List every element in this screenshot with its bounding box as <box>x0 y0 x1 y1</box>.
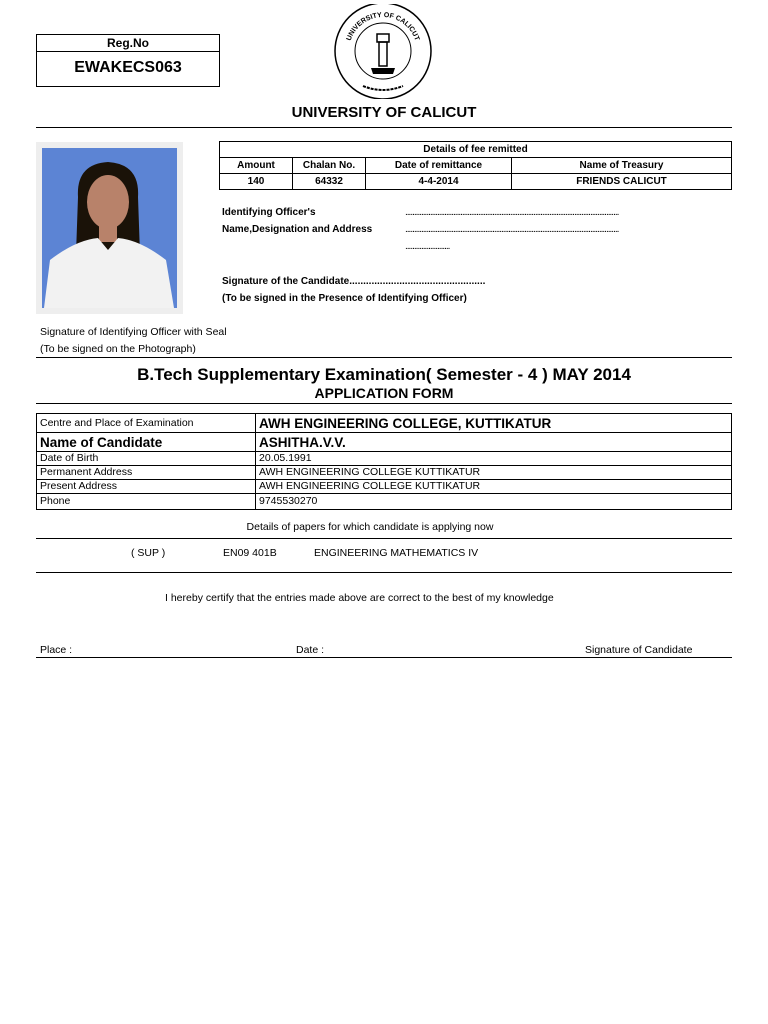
officer-signature-label: Signature of Identifying Officer with Seal <box>40 326 227 338</box>
certification-statement: I hereby certify that the entries made above are correct to the best of my knowledge <box>165 592 554 604</box>
fee-value-row <box>220 174 732 190</box>
fee-col-header: Amount <box>220 158 293 174</box>
officer-dots-3: ......................... <box>405 241 450 252</box>
candidate-signature-note: (To be signed in the Presence of Identifying Officer) <box>222 293 467 304</box>
table-row <box>37 466 732 480</box>
table-row <box>37 494 732 510</box>
place-label: Place : <box>40 644 73 656</box>
fee-col-header: Date of remittance <box>366 158 512 174</box>
fee-table-title: Details of fee remitted <box>220 142 732 158</box>
detail-label: Phone <box>37 494 256 510</box>
detail-label: Centre and Place of Examination <box>37 414 256 433</box>
reg-no-value: EWAKECS063 <box>74 59 182 76</box>
divider <box>36 572 732 573</box>
signature-label: Signature of Candidate <box>585 644 693 656</box>
detail-value: AWH ENGINEERING COLLEGE, KUTTIKATUR <box>256 414 732 433</box>
divider <box>36 657 732 658</box>
detail-value: 9745530270 <box>256 494 732 510</box>
table-row <box>37 480 732 494</box>
fee-treasury: FRIENDS CALICUT <box>512 174 732 190</box>
table-row <box>37 414 732 433</box>
paper-type: ( SUP ) <box>131 547 166 559</box>
detail-value: ASHITHA.V.V. <box>256 433 732 452</box>
date-label: Date : <box>296 644 325 656</box>
reg-no-box <box>36 34 220 87</box>
table-row <box>37 433 732 452</box>
officer-line-2: Name,Designation and Address <box>222 224 373 235</box>
fee-col-header: Name of Treasury <box>512 158 732 174</box>
paper-name: ENGINEERING MATHEMATICS IV <box>314 547 479 559</box>
divider <box>36 403 732 404</box>
form-subtitle: APPLICATION FORM <box>314 385 454 401</box>
fee-date: 4-4-2014 <box>366 174 512 190</box>
officer-fill-lines <box>405 204 730 255</box>
fee-header-row <box>220 158 732 174</box>
officer-dots-1: ........................................................................................................................ <box>405 207 619 218</box>
seal-text: UNIVERSITY OF CALICUT <box>345 11 421 42</box>
detail-value: AWH ENGINEERING COLLEGE KUTTIKATUR <box>256 480 732 494</box>
candidate-photo <box>36 142 183 314</box>
divider <box>36 357 732 358</box>
identifying-officer-label <box>222 204 372 238</box>
papers-heading: Details of papers for which candidate is applying now <box>246 521 494 533</box>
candidate-details-table <box>36 413 732 510</box>
detail-label: Permanent Address <box>37 466 256 480</box>
university-seal-logo <box>333 4 433 99</box>
detail-label: Name of Candidate <box>37 433 256 452</box>
university-name: UNIVERSITY OF CALICUT <box>291 104 477 121</box>
officer-dots-2: ........................................................................................................................ <box>405 224 619 235</box>
reg-no-label: Reg.No <box>37 35 219 52</box>
divider <box>36 127 732 128</box>
divider <box>36 538 732 539</box>
detail-label: Present Address <box>37 480 256 494</box>
candidate-signature-line: Signature of the Candidate................................................. <box>222 276 486 287</box>
fee-col-header: Chalan No. <box>293 158 366 174</box>
fee-chalan-no: 64332 <box>293 174 366 190</box>
detail-value: 20.05.1991 <box>256 452 732 466</box>
svg-text:UNIVERSITY OF CALICUT <box>346 12 421 42</box>
exam-title: B.Tech Supplementary Examination( Semester - 4 ) MAY 2014 <box>137 365 631 384</box>
officer-signature-note: (To be signed on the Photograph) <box>40 343 196 355</box>
candidate-signature-block <box>222 273 485 307</box>
officer-signature-block <box>40 324 227 358</box>
detail-value: AWH ENGINEERING COLLEGE KUTTIKATUR <box>256 466 732 480</box>
fee-table <box>219 141 732 190</box>
officer-line-1: Identifying Officer's <box>222 207 316 218</box>
fee-amount: 140 <box>220 174 293 190</box>
table-row <box>37 452 732 466</box>
detail-label: Date of Birth <box>37 452 256 466</box>
paper-code: EN09 401B <box>223 547 277 559</box>
